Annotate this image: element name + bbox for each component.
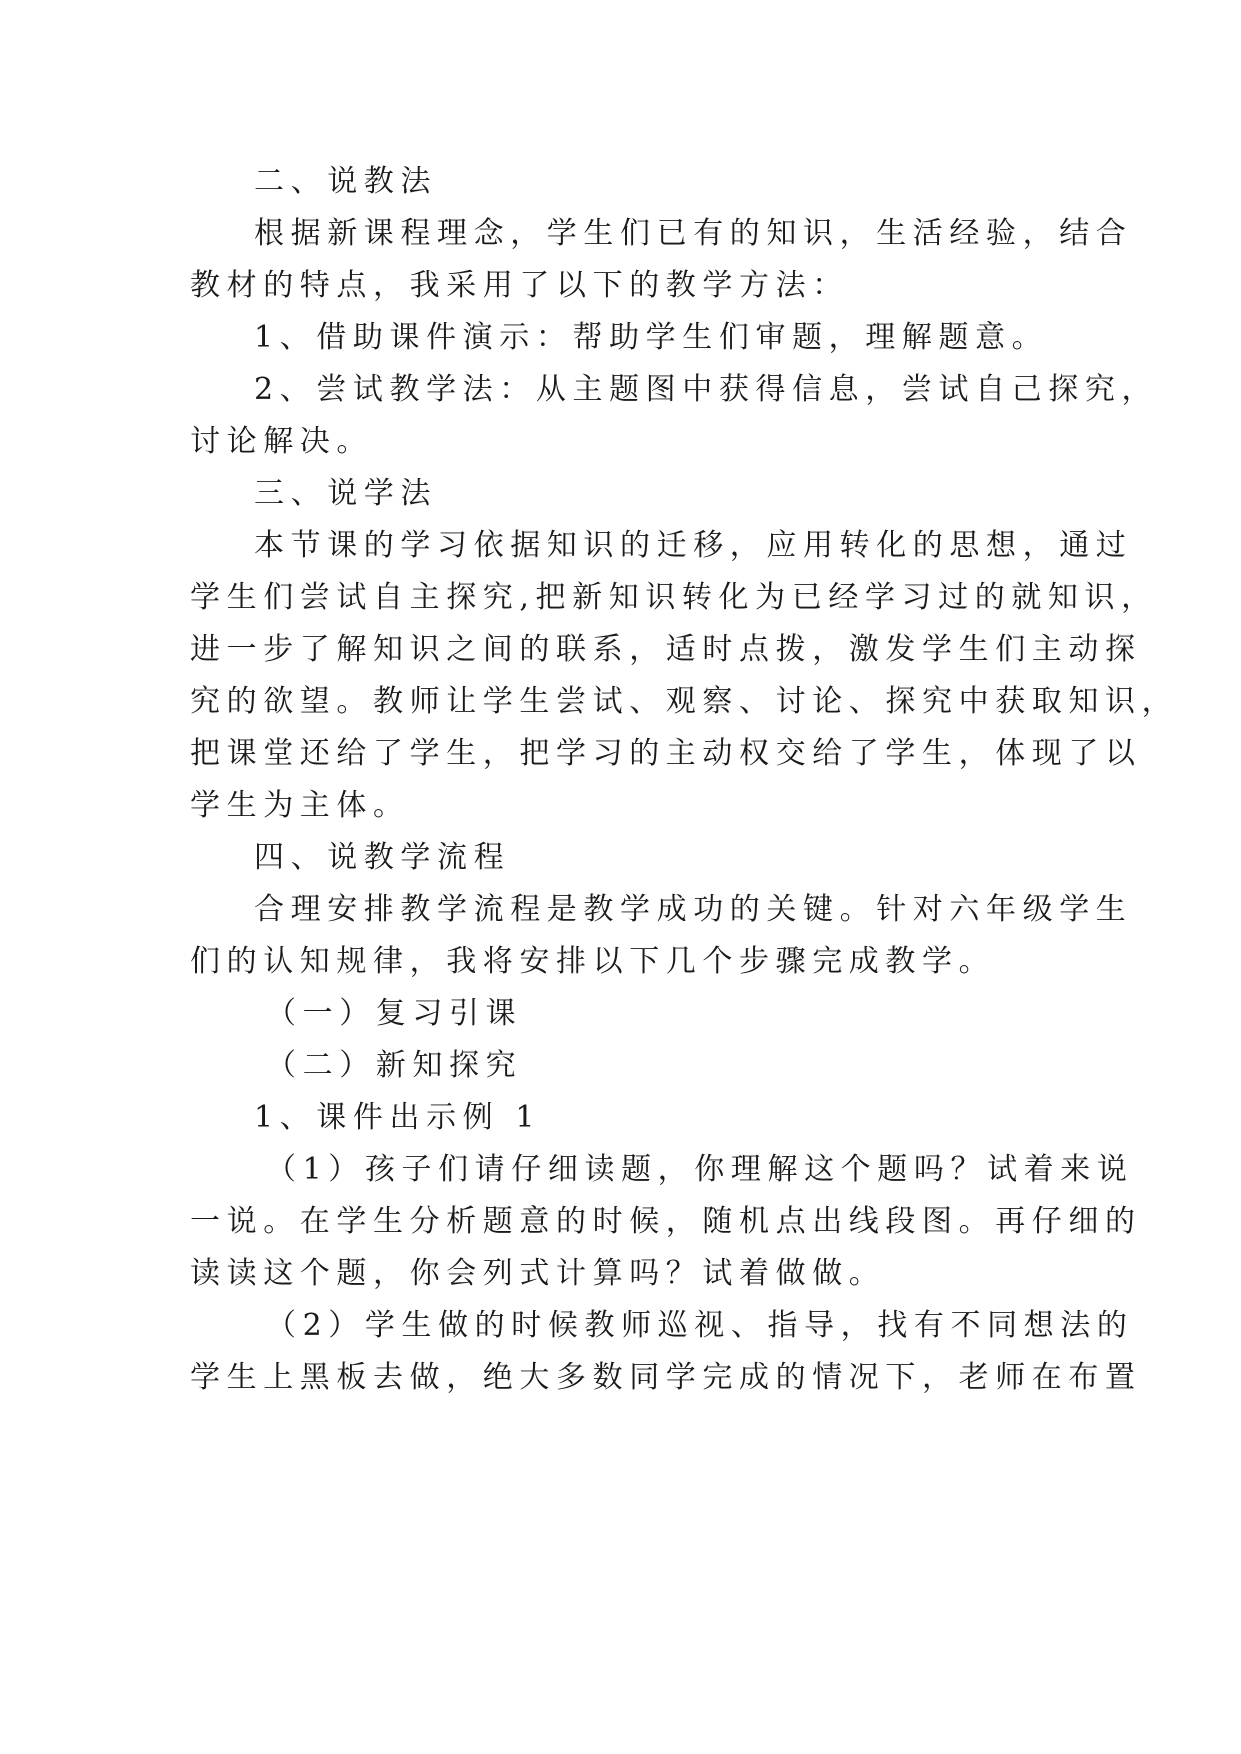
paragraph-line: 进一步了解知识之间的联系，适时点拨，激发学生们主动探 (190, 632, 1142, 667)
section-heading-teaching-method: 二、说教法 (254, 164, 437, 199)
subheading-review: （一）复习引课 (266, 996, 523, 1031)
paragraph-line: 根据新课程理念，学生们已有的知识，生活经验，结合 (254, 216, 1133, 251)
paragraph-line: 们的认知规律，我将安排以下几个步骤完成教学。 (190, 944, 996, 979)
section-heading-learning-method: 三、说学法 (254, 476, 437, 511)
paragraph-line: 合理安排教学流程是教学成功的关键。针对六年级学生 (254, 892, 1133, 927)
paragraph-line: 1、借助课件演示：帮助学生们审题，理解题意。 (254, 320, 1049, 355)
paragraph-line: 学生为主体。 (190, 788, 410, 823)
paragraph-line: （1）孩子们请仔细读题，你理解这个题吗？试着来说 (266, 1152, 1134, 1187)
section-heading-teaching-process: 四、说教学流程 (254, 840, 511, 875)
paragraph-line: 2、尝试教学法：从主题图中获得信息，尝试自己探究， (254, 372, 1159, 407)
paragraph-line: 学生上黑板去做，绝大多数同学完成的情况下，老师在布置 (190, 1360, 1142, 1395)
paragraph-line: 把课堂还给了学生，把学习的主动权交给了学生，体现了以 (190, 736, 1142, 771)
paragraph-line: 究的欲望。教师让学生尝试、观察、讨论、探究中获取知识， (190, 684, 1179, 719)
paragraph-line: 学生们尝试自主探究,把新知识转化为已经学习过的就知识， (190, 580, 1158, 615)
paragraph-line: 本节课的学习依据知识的迁移，应用转化的思想，通过 (254, 528, 1133, 563)
paragraph-line: 读读这个题，你会列式计算吗？试着做做。 (190, 1256, 886, 1291)
paragraph-line: 教材的特点，我采用了以下的教学方法： (190, 268, 849, 303)
subheading-new-knowledge: （二）新知探究 (266, 1048, 523, 1083)
paragraph-line: （2）学生做的时候教师巡视、指导，找有不同想法的 (266, 1308, 1134, 1343)
paragraph-line: 一说。在学生分析题意的时候，随机点出线段图。再仔细的 (190, 1204, 1142, 1239)
paragraph-line: 讨论解决。 (190, 424, 373, 459)
paragraph-line: 1、课件出示例 1 (254, 1100, 542, 1135)
